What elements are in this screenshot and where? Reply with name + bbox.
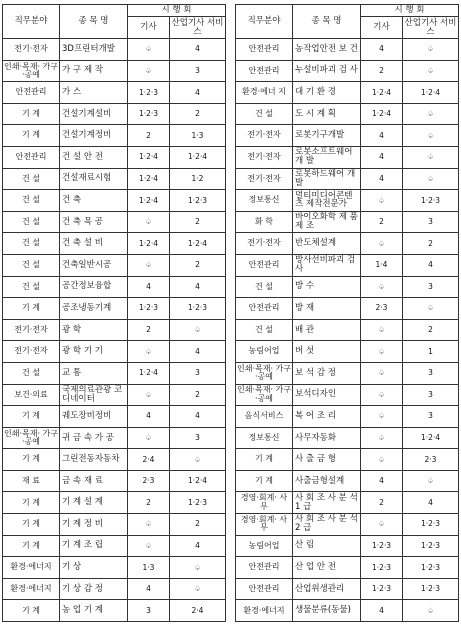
- table-row: [236, 557, 459, 579]
- left-table-body: [3, 39, 226, 622]
- industrial-round-cell: 2: [170, 384, 226, 406]
- item-cell: 산 업 안 전: [293, 557, 361, 579]
- item-cell: 농작업안전 보 건: [293, 39, 361, 61]
- table-row: [3, 190, 226, 212]
- item-cell: 복 어 조 리: [293, 406, 361, 428]
- gisa-round-cell: 2·3: [361, 298, 403, 320]
- table-row: [3, 39, 226, 61]
- table-row: [236, 319, 459, 341]
- field-cell: 음식서비스: [236, 406, 293, 428]
- table-row: [236, 190, 459, 212]
- field-cell: 전기·전자: [3, 319, 60, 341]
- gisa-round-cell: ♤: [361, 514, 403, 536]
- item-cell: 방 재: [293, 298, 361, 320]
- field-cell: 기 계: [3, 406, 60, 428]
- field-cell: 전기·전자: [236, 233, 293, 255]
- table-row: [3, 146, 226, 168]
- gisa-round-cell: ♤: [361, 449, 403, 471]
- field-cell: 건 설: [3, 233, 60, 255]
- item-cell: 광 학: [60, 319, 128, 341]
- table-row: [3, 384, 226, 406]
- industrial-round-cell: 1·2·4: [403, 82, 459, 104]
- field-cell: 건 설: [3, 211, 60, 233]
- field-cell: 안전관리: [236, 254, 293, 276]
- item-header: 종 목 명: [60, 5, 128, 39]
- industrial-round-cell: 3: [170, 60, 226, 82]
- field-cell: 건 설: [236, 276, 293, 298]
- industrial-round-cell: ♤: [170, 449, 226, 471]
- item-cell: 로봇기구개발: [293, 125, 361, 147]
- table-row: [236, 146, 459, 168]
- gisa-round-cell: 1·2·4: [361, 103, 403, 125]
- industrial-round-cell: 1·2·3: [403, 514, 459, 536]
- item-cell: 바이오화학 제 품 제 조: [293, 211, 361, 233]
- gisa-header: 기사: [361, 17, 403, 39]
- field-cell: 인쇄·목재· 가구·공예: [236, 384, 293, 406]
- left-exam-table: [2, 4, 226, 622]
- industrial-round-cell: ♤: [403, 298, 459, 320]
- gisa-round-cell: 2: [361, 211, 403, 233]
- item-cell: 건축일반시공: [60, 254, 128, 276]
- gisa-round-cell: 4: [361, 470, 403, 492]
- table-row: [236, 514, 459, 536]
- field-cell: 안전관리: [236, 39, 293, 61]
- item-cell: 귀 금 속 가 공: [60, 427, 128, 449]
- table-row: [3, 514, 226, 536]
- industrial-round-cell: 1·2·3: [403, 578, 459, 600]
- table-row: [3, 60, 226, 82]
- table-row: [3, 535, 226, 557]
- gisa-round-cell: 4: [128, 276, 170, 298]
- gisa-round-cell: 4: [361, 600, 403, 622]
- industrial-round-cell: ♤: [403, 146, 459, 168]
- field-cell: 건 설: [3, 190, 60, 212]
- industrial-round-cell: ♤: [403, 470, 459, 492]
- industrial-round-cell: 1·2·3: [170, 298, 226, 320]
- gisa-round-cell: 1·2·4: [128, 362, 170, 384]
- industrial-round-cell: 2: [170, 103, 226, 125]
- field-cell: 환경·에너지: [3, 557, 60, 579]
- industrial-round-cell: 3: [170, 427, 226, 449]
- field-cell: 안전관리: [236, 557, 293, 579]
- item-cell: 궤도장비정비: [60, 406, 128, 428]
- field-cell: 건 설: [3, 168, 60, 190]
- field-cell: 화 학: [236, 211, 293, 233]
- item-cell: 건 축: [60, 190, 128, 212]
- field-cell: 전기·전자: [236, 125, 293, 147]
- gisa-round-cell: 4: [361, 168, 403, 190]
- gisa-round-cell: 1·2·4: [128, 168, 170, 190]
- field-cell: 인쇄·목재· 가구·공예: [3, 60, 60, 82]
- gisa-round-cell: 1·2·3: [128, 298, 170, 320]
- right-table-body: [236, 39, 459, 622]
- field-cell: 안전관리: [3, 82, 60, 104]
- field-cell: 전기·전자: [236, 168, 293, 190]
- table-row: [3, 254, 226, 276]
- table-row: [3, 492, 226, 514]
- item-cell: 도 시 계 획: [293, 103, 361, 125]
- field-cell: 인쇄·목재· 가구·공예: [236, 362, 293, 384]
- gisa-round-cell: ♤: [128, 535, 170, 557]
- gisa-round-cell: ♤: [361, 341, 403, 363]
- industrial-round-cell: 2: [170, 514, 226, 536]
- gisa-round-cell: 2: [361, 60, 403, 82]
- field-header: 직무분야: [236, 5, 293, 39]
- gisa-round-cell: ♤: [361, 276, 403, 298]
- item-cell: 사출금형설계: [293, 470, 361, 492]
- item-cell: 공조냉동기계: [60, 298, 128, 320]
- item-cell: 사 회 조 사 분 석 1 급: [293, 492, 361, 514]
- field-cell: 정보통신: [236, 190, 293, 212]
- exam-round-header: 시 행 회: [128, 5, 226, 17]
- gisa-round-cell: ♤: [128, 60, 170, 82]
- table-row: [236, 168, 459, 190]
- field-cell: 기 계: [3, 298, 60, 320]
- table-row: [3, 578, 226, 600]
- field-cell: 기 계: [3, 600, 60, 622]
- field-cell: 환경·에너지: [3, 578, 60, 600]
- field-cell: 안전관리: [236, 60, 293, 82]
- field-cell: 보건·의료: [3, 384, 60, 406]
- item-cell: 교 통: [60, 362, 128, 384]
- industrial-round-cell: ♤: [403, 60, 459, 82]
- field-cell: 건 설: [3, 362, 60, 384]
- item-cell: 기 계 조 립: [60, 535, 128, 557]
- gisa-round-cell: ♤: [128, 427, 170, 449]
- table-row: [236, 449, 459, 471]
- table-row: [3, 557, 226, 579]
- table-row: [3, 298, 226, 320]
- table-row: [236, 211, 459, 233]
- gisa-round-cell: ♤: [128, 384, 170, 406]
- gisa-round-cell: 4: [361, 125, 403, 147]
- industrial-round-cell: ♤: [403, 125, 459, 147]
- industrial-round-cell: 2: [403, 233, 459, 255]
- item-cell: 반도체설계: [293, 233, 361, 255]
- item-cell: 기 계 설 계: [60, 492, 128, 514]
- industrial-round-cell: ♤: [403, 39, 459, 61]
- item-cell: 누설비파괴 검 사: [293, 60, 361, 82]
- table-row: [236, 362, 459, 384]
- gisa-round-cell: 1·2·3: [361, 578, 403, 600]
- industrial-round-cell: ♤: [403, 600, 459, 622]
- industrial-round-cell: 1·2·3: [170, 492, 226, 514]
- table-row: [236, 254, 459, 276]
- gisa-round-cell: ♤: [361, 233, 403, 255]
- table-row: [3, 341, 226, 363]
- industrial-round-cell: 3: [403, 384, 459, 406]
- industrial-round-cell: 4: [170, 406, 226, 428]
- item-cell: 사무자동화: [293, 427, 361, 449]
- table-row: [236, 39, 459, 61]
- item-cell: 사 출 금 형: [293, 449, 361, 471]
- item-cell: 건 축 설 비: [60, 233, 128, 255]
- gisa-round-cell: ♤: [361, 384, 403, 406]
- table-row: [236, 298, 459, 320]
- gisa-round-cell: 4: [128, 578, 170, 600]
- industrial-round-cell: 1·2: [170, 168, 226, 190]
- field-cell: 안전관리: [3, 146, 60, 168]
- item-cell: 배 관: [293, 319, 361, 341]
- field-cell: 기 계: [3, 514, 60, 536]
- industrial-round-cell: 4: [170, 535, 226, 557]
- industrial-round-cell: 3: [403, 362, 459, 384]
- industrial-round-cell: 1: [403, 341, 459, 363]
- industrial-round-cell: 2: [170, 254, 226, 276]
- item-cell: 3D프린터개발: [60, 39, 128, 61]
- table-row: [3, 362, 226, 384]
- field-cell: 환경·에너 지: [236, 82, 293, 104]
- industrial-round-cell: 1·2·4: [170, 233, 226, 255]
- field-cell: 기 계: [236, 449, 293, 471]
- industrial-round-cell: 4: [403, 492, 459, 514]
- gisa-round-cell: 1·2·3: [361, 535, 403, 557]
- field-cell: 인쇄·목재· 가구·공예: [3, 427, 60, 449]
- industrial-round-cell: ♤: [170, 557, 226, 579]
- field-cell: 환경·에너지: [236, 600, 293, 622]
- table-row: [236, 384, 459, 406]
- exam-round-header: 시 행 회: [361, 5, 459, 17]
- gisa-round-cell: 4: [361, 39, 403, 61]
- table-row: [3, 233, 226, 255]
- item-cell: 가 스: [60, 82, 128, 104]
- item-header: 종 목 명: [293, 5, 361, 39]
- table-row: [3, 82, 226, 104]
- gisa-round-cell: 1·2·4: [128, 233, 170, 255]
- gisa-round-cell: 2: [128, 492, 170, 514]
- field-cell: 전기·전자: [3, 341, 60, 363]
- table-row: [236, 82, 459, 104]
- table-row: [3, 211, 226, 233]
- table-row: [236, 341, 459, 363]
- item-cell: 기 상 감 정: [60, 578, 128, 600]
- gisa-round-cell: 2·3: [128, 470, 170, 492]
- field-cell: 건 설: [3, 276, 60, 298]
- industrial-round-cell: 1·3: [170, 125, 226, 147]
- field-cell: 재 료: [3, 470, 60, 492]
- item-cell: 농 업 기 계: [60, 600, 128, 622]
- gisa-round-cell: ♤: [128, 211, 170, 233]
- item-cell: 사 회 조 사 분 석 2 급: [293, 514, 361, 536]
- table-row: [3, 427, 226, 449]
- industrial-round-cell: ♤: [403, 103, 459, 125]
- item-cell: 건 설 안 전: [60, 146, 128, 168]
- industrial-round-cell: 1·2·4: [170, 146, 226, 168]
- item-cell: 국제의료관광 코디네이터: [60, 384, 128, 406]
- item-cell: 기 상: [60, 557, 128, 579]
- gisa-round-cell: 1·4: [361, 254, 403, 276]
- field-cell: 기 계: [3, 535, 60, 557]
- field-cell: 전기·전자: [236, 146, 293, 168]
- table-row: [3, 276, 226, 298]
- table-row: [236, 578, 459, 600]
- field-cell: 정보통신: [236, 427, 293, 449]
- table-row: [236, 492, 459, 514]
- field-cell: 농림어업: [236, 535, 293, 557]
- item-cell: 로봇소프트웨어 개 발: [293, 146, 361, 168]
- gisa-round-cell: 1·2·4: [361, 82, 403, 104]
- item-cell: 생물분류(동물): [293, 600, 361, 622]
- gisa-round-cell: ♤: [361, 190, 403, 212]
- table-row: [3, 168, 226, 190]
- field-cell: 건 설: [3, 254, 60, 276]
- field-cell: 건 설: [236, 103, 293, 125]
- gisa-round-cell: 1·2·3: [128, 82, 170, 104]
- table-row: [236, 233, 459, 255]
- item-cell: 건설기계설비: [60, 103, 128, 125]
- industrial-round-cell: 3: [403, 406, 459, 428]
- gisa-round-cell: ♤: [128, 514, 170, 536]
- gisa-round-cell: 1·2·4: [128, 190, 170, 212]
- gisa-round-cell: ♤: [128, 254, 170, 276]
- industrial-round-cell: ♤: [170, 578, 226, 600]
- gisa-round-cell: 3: [128, 600, 170, 622]
- right-exam-table: [235, 4, 459, 622]
- item-cell: 건 축 목 공: [60, 211, 128, 233]
- gisa-round-cell: ♤: [361, 427, 403, 449]
- gisa-round-cell: ♤: [361, 362, 403, 384]
- industrial-round-cell: 4: [170, 341, 226, 363]
- industrial-round-cell: 2: [403, 319, 459, 341]
- field-cell: 경영·회계· 사 무: [236, 492, 293, 514]
- gisa-round-cell: 1·2·3: [128, 103, 170, 125]
- table-row: [3, 125, 226, 147]
- field-cell: 기 계: [3, 492, 60, 514]
- item-cell: 대 기 환 경: [293, 82, 361, 104]
- industrial-round-cell: 3: [403, 276, 459, 298]
- gisa-round-cell: 4: [128, 406, 170, 428]
- table-row: [3, 406, 226, 428]
- item-cell: 산 림: [293, 535, 361, 557]
- gisa-round-cell: ♤: [128, 341, 170, 363]
- field-cell: 농림어업: [236, 341, 293, 363]
- industrial-round-cell: 1·2·4: [170, 470, 226, 492]
- industrial-round-cell: 1·2·4: [403, 427, 459, 449]
- field-cell: 안전관리: [236, 578, 293, 600]
- gisa-round-cell: 2: [128, 319, 170, 341]
- field-cell: 기 계: [236, 470, 293, 492]
- industrial-header: 산업기사 서비스: [170, 17, 226, 39]
- field-header: 직무분야: [3, 5, 60, 39]
- gisa-round-cell: ♤: [128, 39, 170, 61]
- gisa-round-cell: ♤: [361, 406, 403, 428]
- industrial-header: 산업기사 서비스: [403, 17, 459, 39]
- gisa-round-cell: ♤: [361, 319, 403, 341]
- table-row: [236, 470, 459, 492]
- table-row: [236, 103, 459, 125]
- gisa-round-cell: 1·2·3: [361, 557, 403, 579]
- item-cell: 금 속 재 료: [60, 470, 128, 492]
- table-row: [236, 535, 459, 557]
- gisa-round-cell: 2: [361, 492, 403, 514]
- industrial-round-cell: 4: [170, 82, 226, 104]
- item-cell: 가 구 제 작: [60, 60, 128, 82]
- item-cell: 건설기계정비: [60, 125, 128, 147]
- table-row: [236, 60, 459, 82]
- item-cell: 방사선비파괴 검 사: [293, 254, 361, 276]
- industrial-round-cell: 1·2·3: [403, 557, 459, 579]
- field-cell: 기 계: [3, 103, 60, 125]
- gisa-round-cell: 1·3: [128, 557, 170, 579]
- industrial-round-cell: 3: [403, 211, 459, 233]
- industrial-round-cell: 4: [170, 276, 226, 298]
- item-cell: 로봇하드웨어 개 발: [293, 168, 361, 190]
- item-cell: 보석디자인: [293, 384, 361, 406]
- industrial-round-cell: ♤: [403, 168, 459, 190]
- industrial-round-cell: 1·2·3: [170, 190, 226, 212]
- industrial-round-cell: 1·2·3: [403, 190, 459, 212]
- industrial-round-cell: 3: [170, 362, 226, 384]
- industrial-round-cell: 1·2·3: [403, 535, 459, 557]
- gisa-round-cell: 2·4: [128, 449, 170, 471]
- table-row: [3, 103, 226, 125]
- table-row: [236, 427, 459, 449]
- item-cell: 건설재료시험: [60, 168, 128, 190]
- table-row: [3, 449, 226, 471]
- field-cell: 기 계: [3, 449, 60, 471]
- item-cell: 광 학 기 기: [60, 341, 128, 363]
- industrial-round-cell: 4: [170, 39, 226, 61]
- table-row: [3, 600, 226, 622]
- gisa-round-cell: 2: [128, 125, 170, 147]
- field-cell: 안전관리: [236, 298, 293, 320]
- industrial-round-cell: 2·3: [403, 449, 459, 471]
- industrial-round-cell: 4: [403, 254, 459, 276]
- field-cell: 기 계: [3, 125, 60, 147]
- gisa-round-cell: 1·2·4: [128, 146, 170, 168]
- item-cell: 산업위생관리: [293, 578, 361, 600]
- industrial-round-cell: ♤: [170, 319, 226, 341]
- item-cell: 공간정보융합: [60, 276, 128, 298]
- item-cell: 기 계 정 비: [60, 514, 128, 536]
- table-row: [3, 470, 226, 492]
- field-cell: 경영·회계· 사 무: [236, 514, 293, 536]
- item-cell: 멀티미디어콘텐츠 제작전문가: [293, 190, 361, 212]
- industrial-round-cell: 2·4: [170, 600, 226, 622]
- item-cell: 그린전동자동차: [60, 449, 128, 471]
- gisa-header: 기사: [128, 17, 170, 39]
- table-row: [236, 276, 459, 298]
- table-row: [236, 600, 459, 622]
- field-cell: 전기·전자: [3, 39, 60, 61]
- table-row: [236, 406, 459, 428]
- table-row: [3, 319, 226, 341]
- item-cell: 보 석 감 정: [293, 362, 361, 384]
- gisa-round-cell: 4: [361, 146, 403, 168]
- table-row: [236, 125, 459, 147]
- item-cell: 방 수: [293, 276, 361, 298]
- item-cell: 버 섯: [293, 341, 361, 363]
- field-cell: 건 설: [236, 319, 293, 341]
- industrial-round-cell: 2: [170, 211, 226, 233]
